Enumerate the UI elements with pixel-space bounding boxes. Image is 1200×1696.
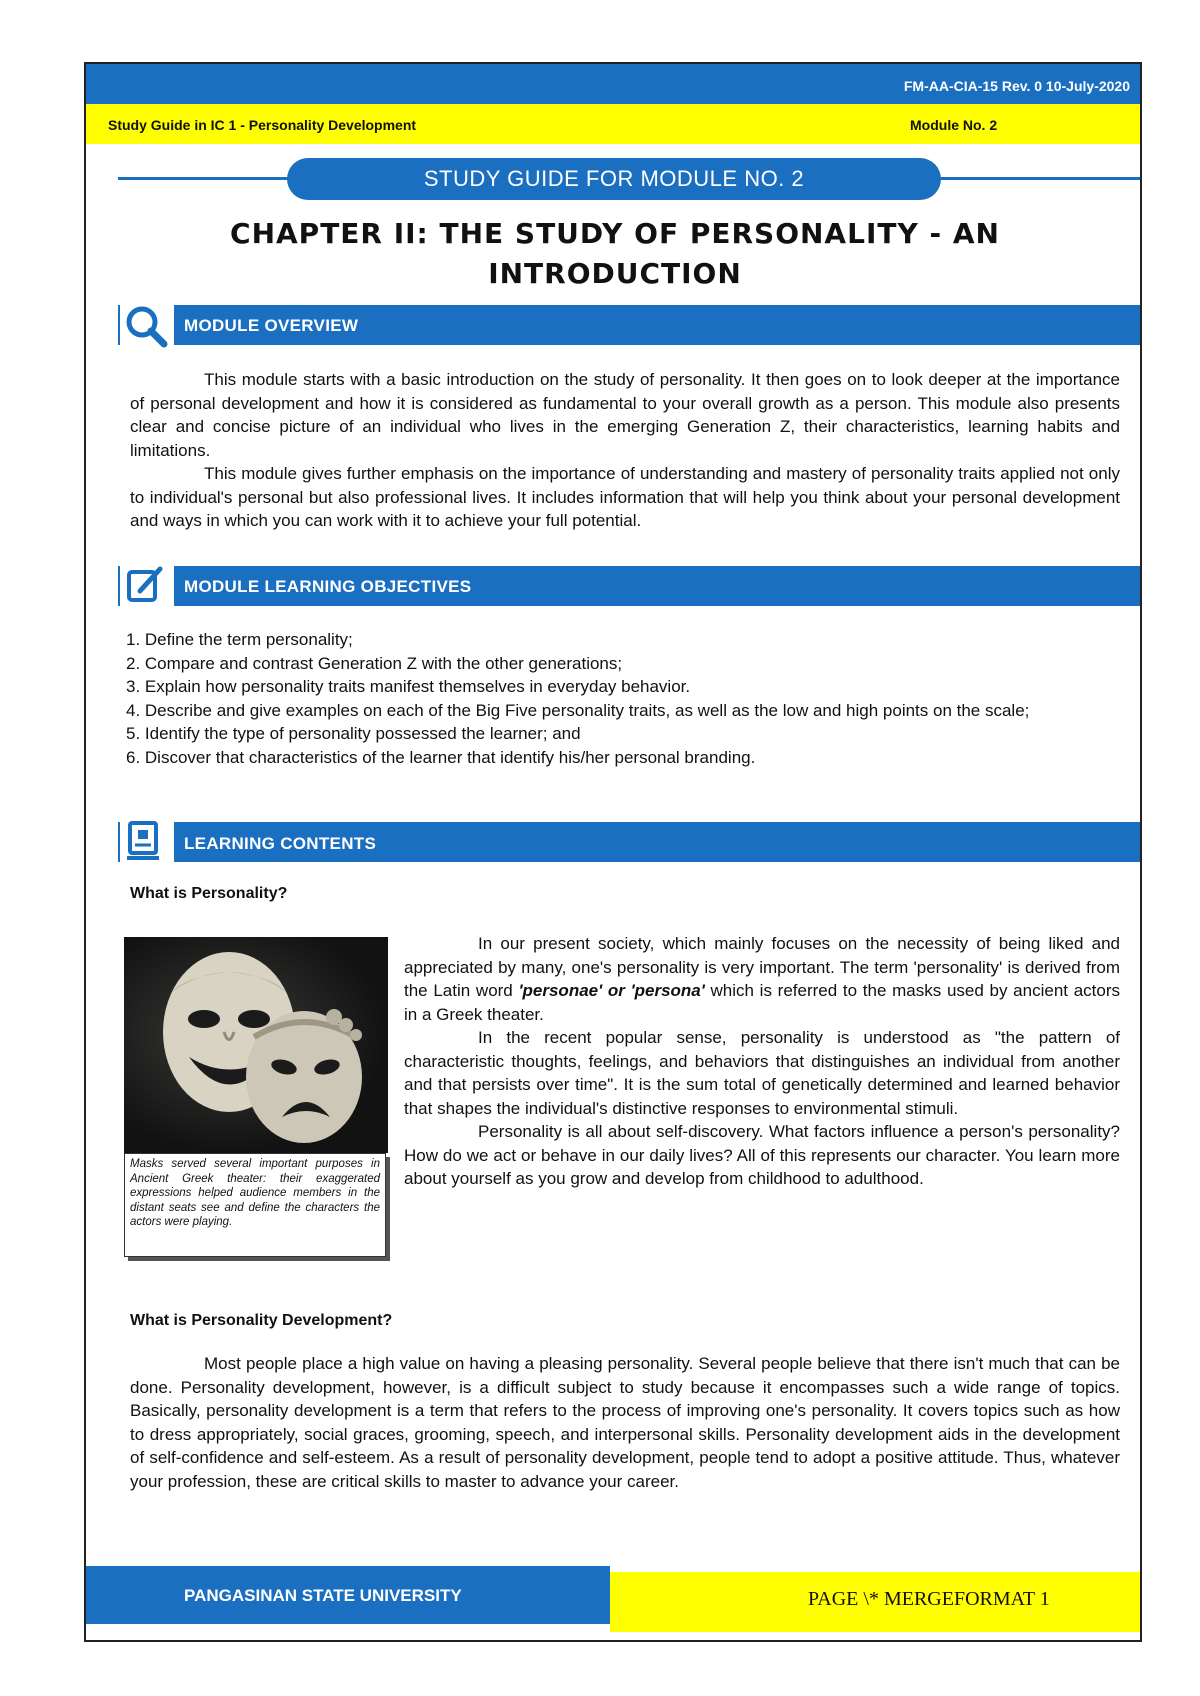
personality-question: What is Personality? bbox=[130, 885, 288, 902]
chapter-title bbox=[130, 214, 1100, 294]
overview-paragraph-1: This module starts with a basic introduction on the study of personality. It then goes on to look deeper at the importance of personal development and how it is considered as fundamental to your overall growth as a person. This module also presents clear and concise picture of an individual who lives in the emerging Generation Z, their characteristics, learning habits and limitations. bbox=[130, 370, 1120, 460]
personality-development-question: What is Personality Development? bbox=[130, 1312, 393, 1329]
document-icon bbox=[120, 818, 174, 864]
personality-text bbox=[404, 932, 1120, 1191]
objective-item: 1. Define the term personality; bbox=[126, 630, 353, 649]
form-code: FM-AA-CIA-15 Rev. 0 10-July-2020 bbox=[903, 78, 1130, 94]
objectives-heading: MODULE LEARNING OBJECTIVES bbox=[184, 577, 472, 596]
overview-paragraph-2: This module gives further emphasis on the importance of understanding and mastery of personality traits applied not only to individual's personal but also professional lives. It includes information that will help you think about your personal development and ways in which you can work with it to achieve your full potential. bbox=[130, 464, 1120, 530]
study-guide-label: Study Guide in IC 1 - Personality Development bbox=[108, 117, 417, 133]
magnifier-icon bbox=[120, 302, 174, 348]
banner-line-right bbox=[940, 177, 1140, 180]
greek-masks-image bbox=[124, 937, 388, 1153]
module-label: Module No. 2 bbox=[910, 117, 998, 133]
study-guide-banner: STUDY GUIDE FOR MODULE NO. 2 bbox=[287, 158, 941, 200]
latin-term: 'personae' or 'persona' bbox=[518, 981, 705, 1000]
contents-heading: LEARNING CONTENTS bbox=[184, 834, 377, 853]
personality-paragraph-1 bbox=[404, 932, 1120, 1026]
objective-item: 2. Compare and contrast Generation Z with the other generations; bbox=[126, 653, 623, 673]
image-caption: Masks served several important purposes in Ancient Greek theater: their exaggerated expressions helped audience members in the distant seats see and define the characters the actors were playing. bbox=[124, 1153, 386, 1257]
personality-paragraph-2: In the recent popular sense, personality is understood as "the pattern of characteristic thoughts, feelings, and behaviors that distinguishes an individual from another and that persists over time". It is the sum total of genetically determined and learned behavior that shapes the individual's distinctive responses to environmental stimuli. bbox=[404, 1028, 1120, 1118]
development-text bbox=[130, 1352, 1120, 1493]
page-number: PAGE \* MERGEFORMAT 1 bbox=[808, 1588, 1050, 1610]
university-name: PANGASINAN STATE UNIVERSITY bbox=[184, 1586, 462, 1605]
objective-item: 5. Identify the type of personality possessed the learner; and bbox=[126, 724, 581, 743]
chapter-title-line2: INTRODUCTION bbox=[488, 257, 742, 290]
objective-item: 4. Describe and give examples on each of the Big Five personality traits, as well as the low and high points on the scale; bbox=[126, 700, 1030, 720]
personality-p1-start: In our present society, which mainly focuses on the necessity of being liked and appreciated by many, one's personality is very important. The term 'personality' is derived from the Latin word bbox=[404, 934, 1120, 1000]
personality-p1-end: which is referred to the masks used by ancient actors in a Greek theater. bbox=[404, 981, 1121, 1024]
chapter-title-line1: CHAPTER II: THE STUDY OF PERSONALITY - AN bbox=[230, 217, 1000, 250]
development-paragraph: Most people place a high value on having a pleasing personality. Several people believe that there isn't much that can be done. Personality development, however, is a difficult subject to study because it encompasses such a wide range of topics. Basically, personality development is a term that refers to the process of improving one's personality. It covers topics such as how to dress appropriately, social graces, grooming, speech, and interpersonal skills. Personality development aids in the development of self-confidence and self-esteem. As a result of personality development, people tend to adopt a positive attitude. Thus, whatever your profession, these are critical skills to master to advance your career. bbox=[130, 1354, 1120, 1491]
banner-line-left bbox=[118, 177, 288, 180]
pencil-icon bbox=[120, 562, 174, 608]
personality-paragraph-3: Personality is all about self-discovery. What factors influence a person's personality? How do we act or behave in our daily lives? All of this represents our character. You learn more about yourself as you grow and develop from childhood to adulthood. bbox=[404, 1122, 1120, 1188]
overview-heading: MODULE OVERVIEW bbox=[184, 316, 359, 335]
objectives-list bbox=[126, 628, 1126, 769]
overview-text bbox=[130, 368, 1120, 533]
objective-item: 6. Discover that characteristics of the learner that identify his/her personal branding. bbox=[126, 747, 756, 767]
objective-item: 3. Explain how personality traits manifest themselves in everyday behavior. bbox=[126, 677, 691, 696]
